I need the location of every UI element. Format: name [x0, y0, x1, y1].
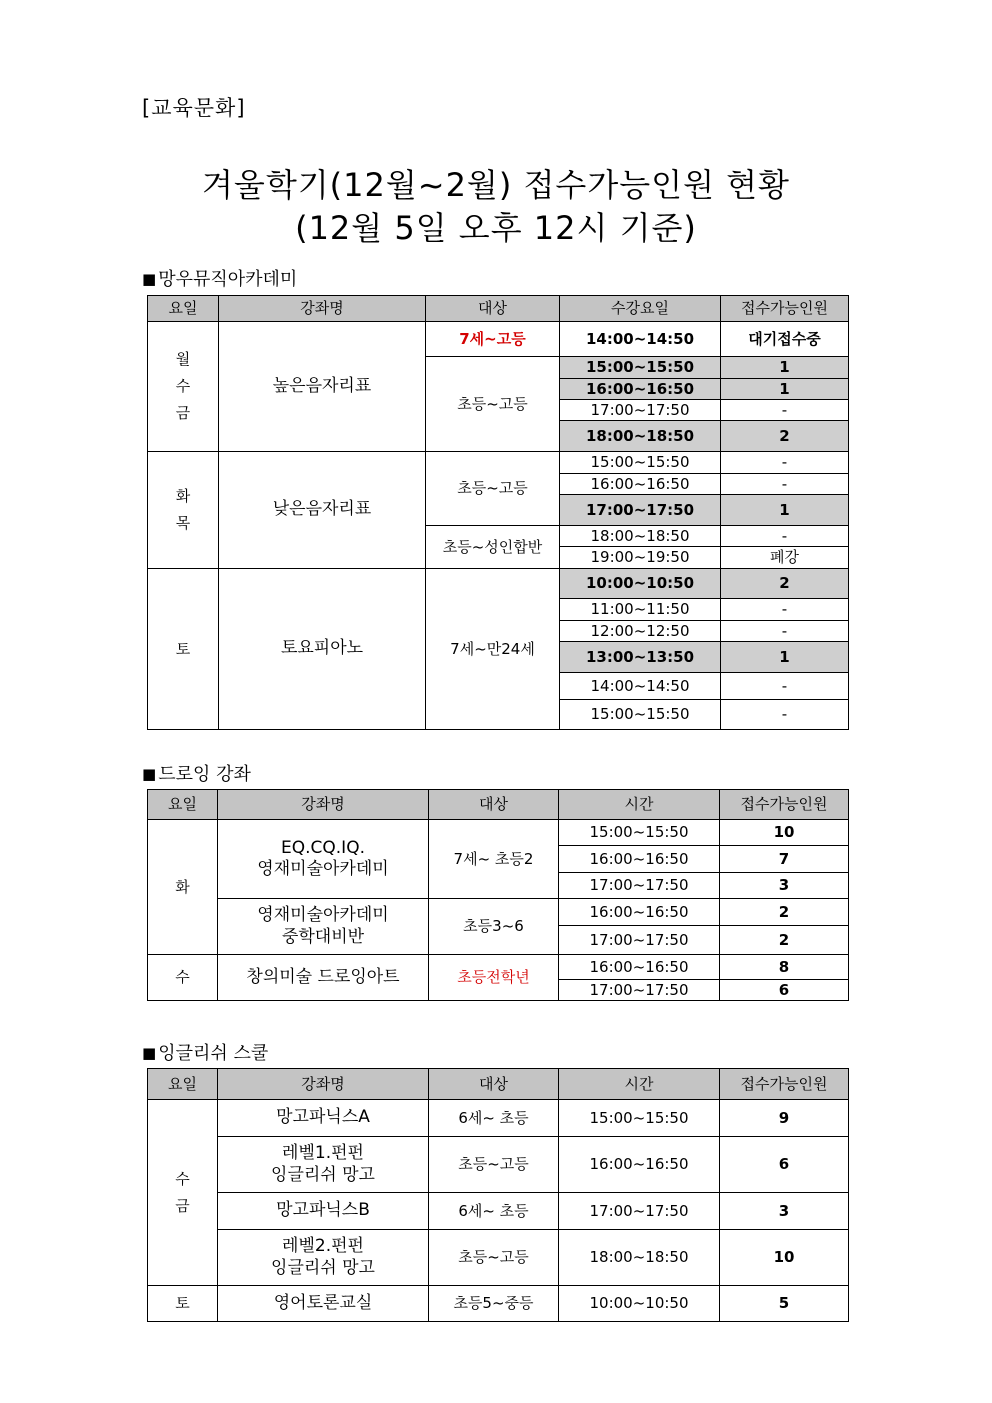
course-cell — [218, 899, 429, 955]
section-heading-drawing-label: 드로잉 강좌 — [158, 764, 251, 785]
course-cell: 창의미술 드로잉아트 — [218, 955, 429, 1001]
course-cell: 높은음자리표 — [219, 322, 426, 452]
course-line: 영재미술아카데미 — [257, 859, 389, 879]
target-cell: 7세~ 초등2 — [429, 820, 559, 899]
available-cell: - — [721, 452, 849, 474]
target-cell: 7세~만24세 — [426, 569, 560, 730]
course-cell: 망고파닉스A — [218, 1100, 429, 1137]
header-time: 시간 — [559, 1069, 720, 1100]
day-label: 금 — [175, 404, 191, 422]
section-heading-music — [142, 265, 297, 291]
page-title: 겨울학기(12월~2월) 접수가능인원 현황 — [202, 166, 790, 204]
table-row — [148, 1230, 849, 1286]
time-cell: 15:00~15:50 — [559, 1100, 720, 1137]
available-cell: 9 — [720, 1100, 849, 1137]
time-cell: 13:00~13:50 — [560, 642, 721, 673]
header-target: 대상 — [429, 790, 559, 820]
course-cell: 망고파닉스B — [218, 1193, 429, 1230]
course-line: 레벨1.펀펀 — [282, 1143, 364, 1164]
time-cell: 17:00~17:50 — [559, 873, 720, 899]
time-cell: 17:00~17:50 — [560, 400, 721, 421]
available-cell: 1 — [721, 495, 849, 526]
available-cell: 1 — [721, 642, 849, 673]
course-cell: 토요피아노 — [219, 569, 426, 730]
day-label: 월 — [175, 350, 191, 368]
course-line: 레벨2.펀펀 — [282, 1236, 364, 1257]
table-row — [148, 322, 849, 357]
available-cell: - — [721, 474, 849, 495]
time-cell: 18:00~18:50 — [559, 1230, 720, 1286]
time-cell: 14:00~14:50 — [560, 673, 721, 700]
section-heading-music-label: 망우뮤직아카데미 — [158, 269, 298, 290]
course-line: EQ.CQ.IQ. — [281, 837, 365, 858]
available-cell: 폐강 — [721, 547, 849, 569]
table-row — [148, 1100, 849, 1137]
available-cell: 5 — [720, 1286, 849, 1322]
available-cell: 2 — [721, 569, 849, 599]
header-time: 시간 — [559, 790, 720, 820]
section-heading-english-label: 잉글리쉬 스쿨 — [158, 1043, 269, 1064]
available-cell: - — [721, 526, 849, 547]
course-line: 잉글리쉬 망고 — [271, 1257, 375, 1278]
english-school-table — [147, 1068, 849, 1322]
available-cell: - — [721, 621, 849, 642]
black-square-icon: ■ — [142, 765, 157, 783]
available-cell: 2 — [720, 926, 849, 955]
header-schedule: 수강요일 — [560, 296, 721, 322]
time-cell: 16:00~16:50 — [560, 474, 721, 495]
target-cell: 초등~고등 — [426, 357, 560, 452]
available-cell: 6 — [720, 1137, 849, 1193]
course-cell: 영어토론교실 — [218, 1286, 429, 1322]
available-cell: 3 — [720, 873, 849, 899]
header-day: 요일 — [148, 1069, 218, 1100]
time-cell: 15:00~15:50 — [559, 820, 720, 846]
table-row — [148, 1137, 849, 1193]
day-cell: 수 — [148, 955, 218, 1001]
time-cell: 15:00~15:50 — [560, 452, 721, 474]
available-cell: - — [721, 673, 849, 700]
course-cell: 낮은음자리표 — [219, 452, 426, 569]
header-day: 요일 — [148, 790, 218, 820]
days-cell — [148, 452, 219, 569]
course-cell — [218, 1230, 429, 1286]
table-header-row — [148, 790, 849, 820]
day-label: 목 — [175, 514, 191, 532]
day-label: 금 — [175, 1196, 190, 1215]
course-line: 잉글리쉬 망고 — [271, 1164, 375, 1185]
drawing-table — [147, 789, 849, 1001]
time-cell: 16:00~16:50 — [560, 379, 721, 400]
day-cell: 화 — [148, 820, 218, 955]
available-cell: 2 — [721, 421, 849, 452]
table-row — [148, 955, 849, 980]
time-cell: 15:00~15:50 — [560, 357, 721, 379]
available-cell: - — [721, 599, 849, 621]
header-course: 강좌명 — [218, 790, 429, 820]
page-subtitle: (12월 5일 오후 12시 기준) — [295, 209, 697, 247]
target-cell: 초등3~6 — [429, 899, 559, 955]
section-heading-english — [142, 1039, 268, 1065]
target-cell: 7세~고등 — [426, 322, 560, 357]
header-available: 접수가능인원 — [721, 296, 849, 322]
course-cell — [218, 1137, 429, 1193]
available-cell: 대기접수중 — [721, 322, 849, 357]
black-square-icon: ■ — [142, 270, 157, 288]
time-cell: 16:00~16:50 — [559, 846, 720, 873]
available-cell: 6 — [720, 980, 849, 1001]
time-cell: 17:00~17:50 — [560, 495, 721, 526]
time-cell: 12:00~12:50 — [560, 621, 721, 642]
available-cell: 1 — [721, 357, 849, 379]
available-cell: 10 — [720, 820, 849, 846]
days-cell — [148, 322, 219, 452]
target-cell: 초등~고등 — [429, 1230, 559, 1286]
course-line: 중학대비반 — [281, 926, 365, 947]
black-square-icon: ■ — [142, 1044, 157, 1062]
day-label: 수 — [175, 1169, 190, 1188]
days-cell — [148, 1100, 218, 1286]
music-academy-table — [147, 295, 849, 730]
table-row — [148, 1193, 849, 1230]
time-cell: 14:00~14:50 — [560, 322, 721, 357]
time-cell: 18:00~18:50 — [560, 526, 721, 547]
header-course: 강좌명 — [218, 1069, 429, 1100]
target-cell: 초등전학년 — [429, 955, 559, 1001]
day-cell: 토 — [148, 569, 219, 730]
table-header-row — [148, 1069, 849, 1100]
target-cell: 초등~성인합반 — [426, 526, 560, 569]
time-cell: 18:00~18:50 — [560, 421, 721, 452]
header-available: 접수가능인원 — [720, 790, 849, 820]
table-row — [148, 820, 849, 846]
table-row — [148, 452, 849, 474]
table-row — [148, 569, 849, 599]
target-cell: 6세~ 초등 — [429, 1100, 559, 1137]
time-cell: 16:00~16:50 — [559, 1137, 720, 1193]
time-cell: 10:00~10:50 — [559, 1286, 720, 1322]
header-course: 강좌명 — [219, 296, 426, 322]
target-cell: 6세~ 초등 — [429, 1193, 559, 1230]
time-cell: 15:00~15:50 — [560, 700, 721, 730]
course-line: 영재미술아카데미 — [257, 905, 389, 926]
header-target: 대상 — [426, 296, 560, 322]
header-day: 요일 — [148, 296, 219, 322]
day-label: 화 — [175, 487, 191, 505]
available-cell: - — [721, 700, 849, 730]
available-cell: 2 — [720, 899, 849, 926]
section-heading-drawing — [142, 760, 251, 786]
course-cell — [218, 820, 429, 899]
table-row — [148, 1286, 849, 1322]
day-label: 수 — [175, 377, 191, 395]
target-cell: 초등~고등 — [429, 1137, 559, 1193]
time-cell: 17:00~17:50 — [559, 980, 720, 1001]
table-row — [148, 899, 849, 926]
time-cell: 16:00~16:50 — [559, 955, 720, 980]
target-cell: 초등5~중등 — [429, 1286, 559, 1322]
available-cell: 7 — [720, 846, 849, 873]
available-cell: 3 — [720, 1193, 849, 1230]
time-cell: 17:00~17:50 — [559, 926, 720, 955]
time-cell: 10:00~10:50 — [560, 569, 721, 599]
day-cell: 토 — [148, 1286, 218, 1322]
header-available: 접수가능인원 — [720, 1069, 849, 1100]
available-cell: 10 — [720, 1230, 849, 1286]
time-cell: 11:00~11:50 — [560, 599, 721, 621]
available-cell: 1 — [721, 379, 849, 400]
target-cell: 초등~고등 — [426, 452, 560, 526]
time-cell: 19:00~19:50 — [560, 547, 721, 569]
available-cell: 8 — [720, 955, 849, 980]
table-header-row — [148, 296, 849, 322]
category-label: [교육문화] — [142, 96, 246, 120]
time-cell: 16:00~16:50 — [559, 899, 720, 926]
time-cell: 17:00~17:50 — [559, 1193, 720, 1230]
header-target: 대상 — [429, 1069, 559, 1100]
available-cell: - — [721, 400, 849, 421]
